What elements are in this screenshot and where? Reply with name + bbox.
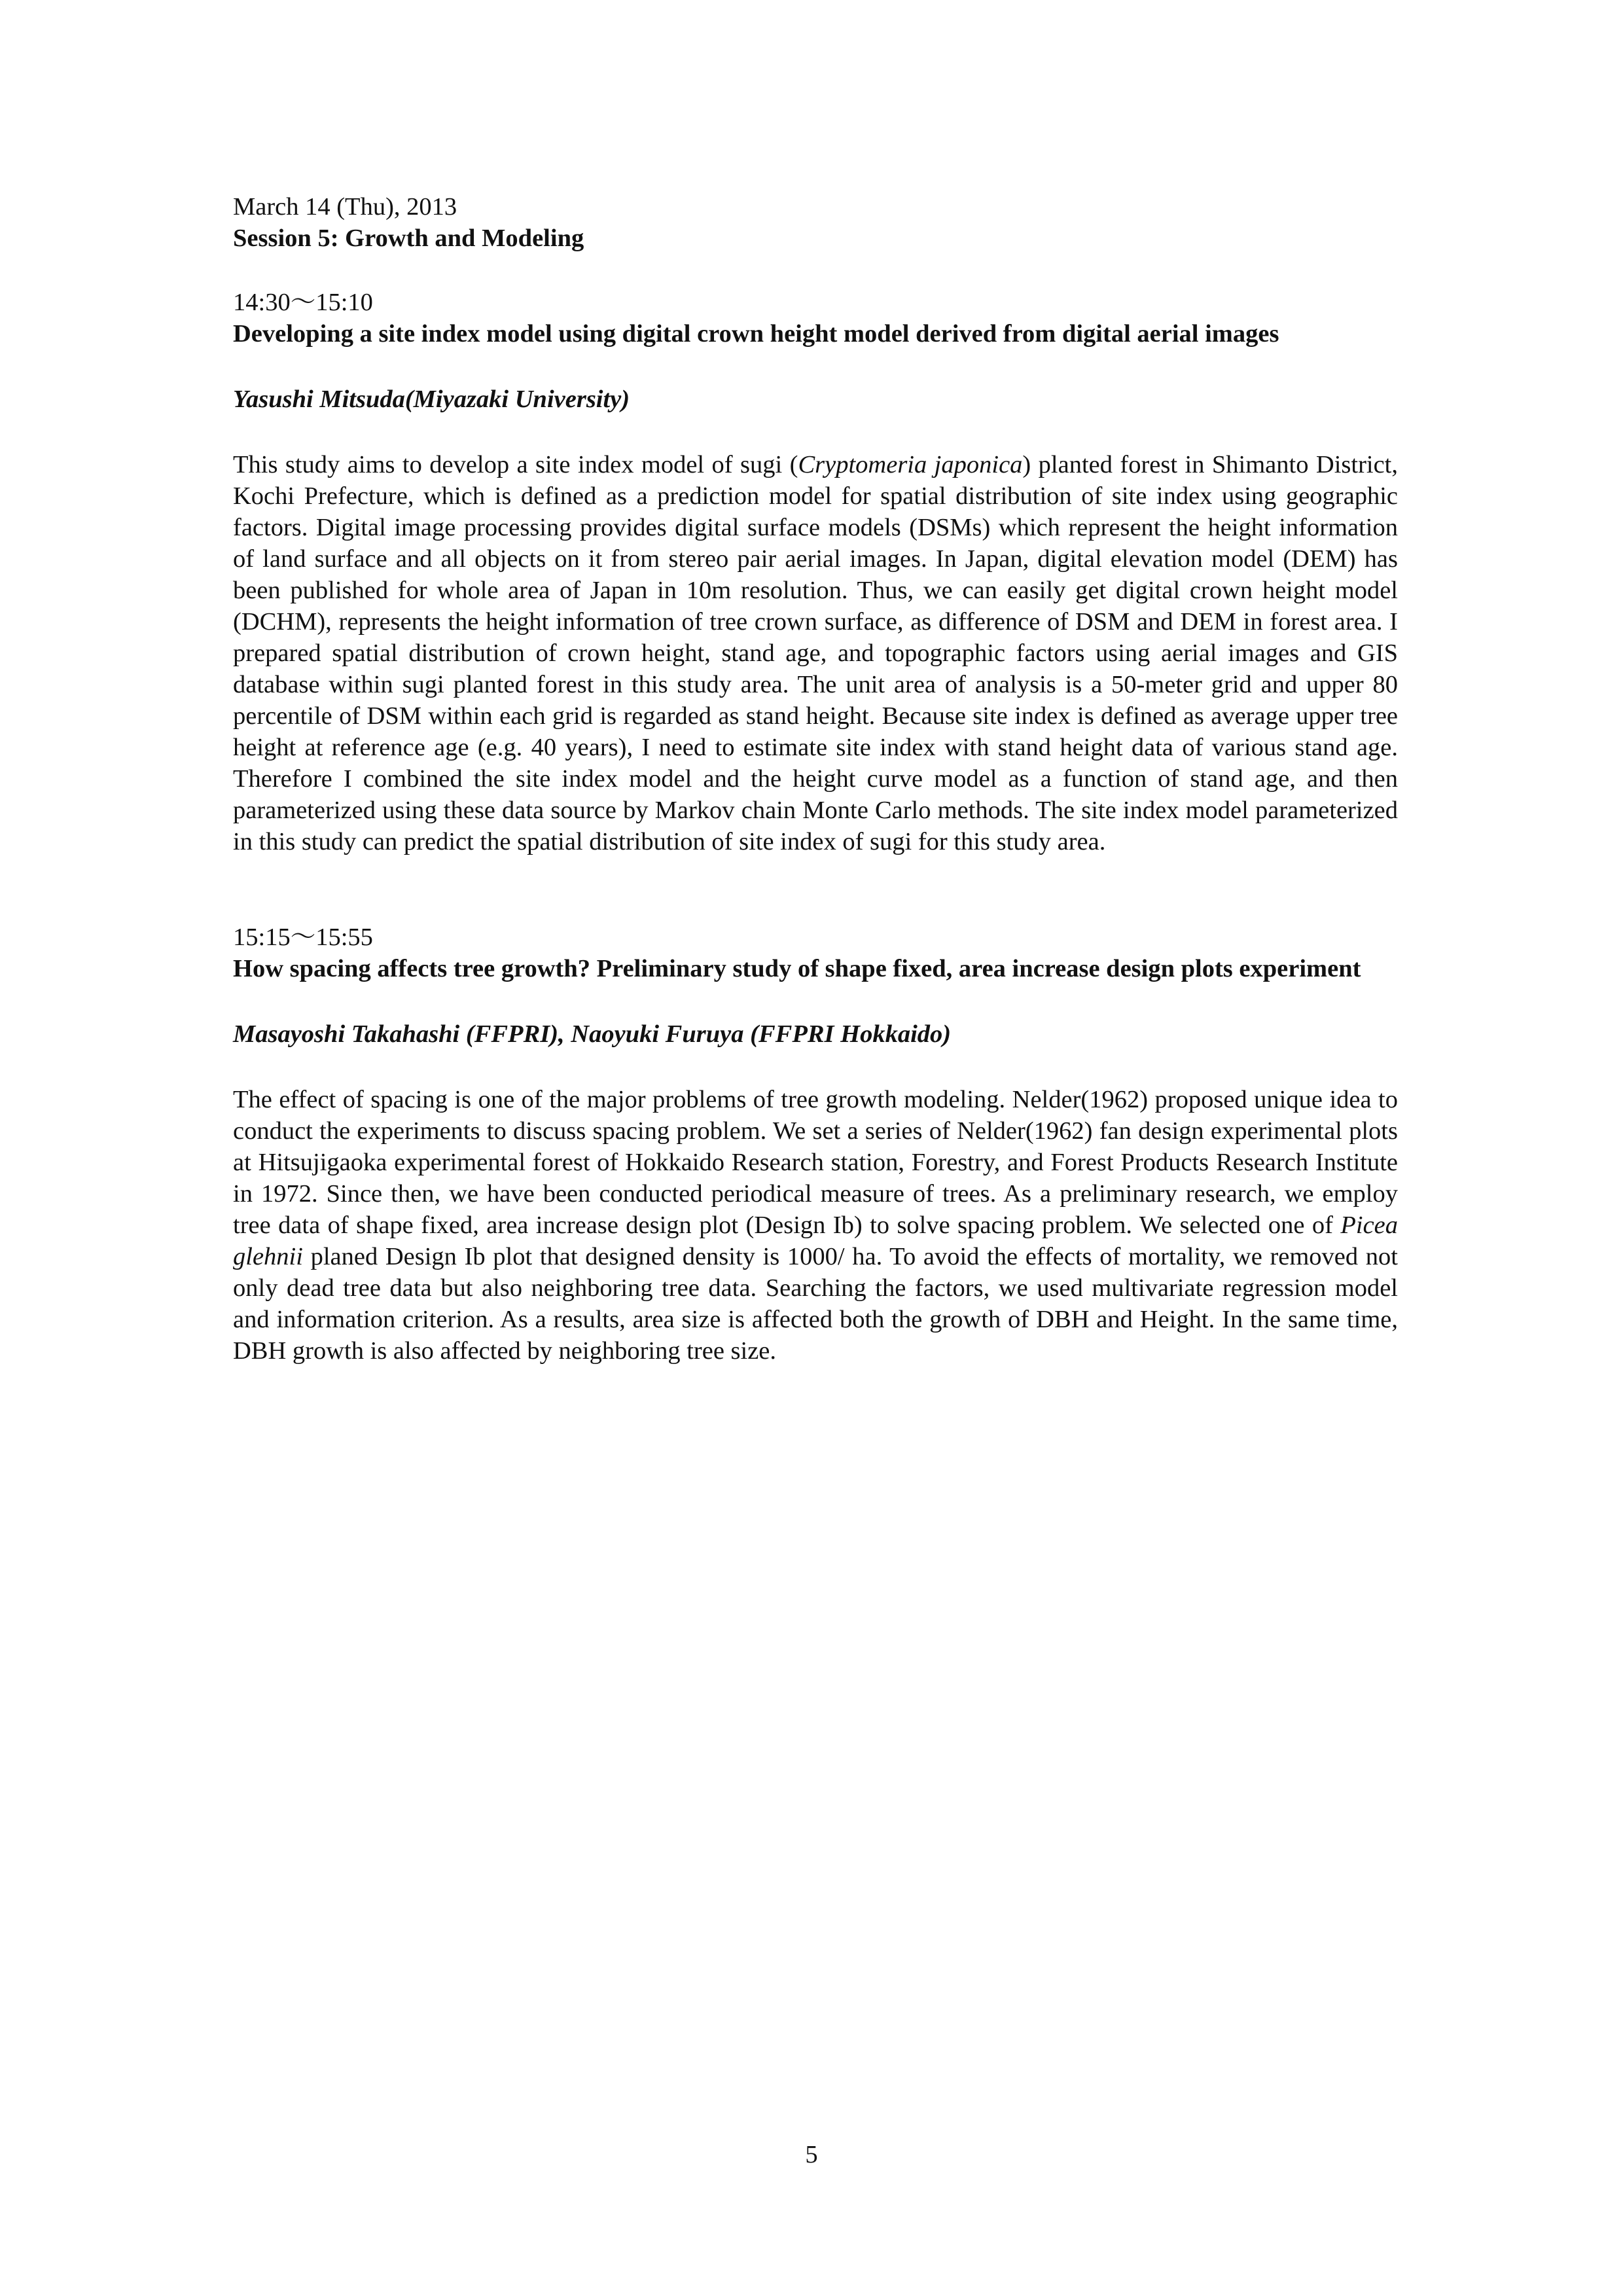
session-date: March 14 (Thu), 2013 <box>233 193 457 221</box>
talk-1 <box>233 287 1398 857</box>
species-name: Cryptomeria japonica <box>798 451 1023 478</box>
talk-2 <box>233 922 1398 1367</box>
abstract-text: planed Design Ib plot that designed density is 1000/ ha. To avoid the effects of mortality, we removed not only dead tree data but also neighboring tree data. Searching the factors, we used multivariate regression model and information criterion. As a results, area size is affected both the growth of DBH and Height. In the same time, DBH growth is also affected by neighboring tree size. <box>233 1243 1398 1365</box>
page-content <box>233 191 1398 1367</box>
talk-time: 14:30～15:10 <box>233 289 373 316</box>
abstract-text: This study aims to develop a site index model of sugi ( <box>233 451 798 478</box>
talk-title: Developing a site index model using digital crown height model derived from digital aerial images <box>233 320 1279 348</box>
abstract-text: The effect of spacing is one of the major problems of tree growth modeling. Nelder(1962) proposed unique idea to conduct the experiments to discuss spacing problem. We set a series of Nelder(1962) fan design experimental plots at Hitsujigaoka experimental forest of Hokkaido Research station, Forestry, and Forest Products Research Institute in 1972. Since then, we have been conducted periodical measure of trees. As a preliminary research, we employ tree data of shape fixed, area increase design plot (Design Ib) to solve spacing problem. We selected one of <box>233 1086 1398 1239</box>
talk-authors: Masayoshi Takahashi (FFPRI), Naoyuki Furuya (FFPRI Hokkaido) <box>233 1020 952 1048</box>
talk-abstract <box>233 449 1398 857</box>
talk-abstract <box>233 1084 1398 1367</box>
species-name: Picea glehnii <box>233 1211 1398 1270</box>
talk-time: 15:15～15:55 <box>233 924 373 951</box>
talk-authors: Yasushi Mitsuda(Miyazaki University) <box>233 386 630 413</box>
session-title: Session 5: Growth and Modeling <box>233 224 584 252</box>
abstract-text: ) planted forest in Shimanto District, Kochi Prefecture, which is defined as a prediction model for spatial distribution of site index using geographic factors. Digital image processing provides digital surface models (DSMs) which represent the height information of land surface and all objects on it from stereo pair aerial images. In Japan, digital elevation model (DEM) has been published for whole area of Japan in 10m resolution. Thus, we can easily get digital crown height model (DCHM), represents the height information of tree crown surface, as difference of DSM and DEM in forest area. I prepared spatial distribution of crown height, stand age, and topographic factors using aerial images and GIS database within sugi planted forest in this study area. The unit area of analysis is a 50-meter grid and upper 80 percentile of DSM within each grid is regarded as stand height. Because site index is defined as average upper tree height at reference age (e.g. 40 years), I need to estimate site index with stand height data of various stand age. Therefore I combined the site index model and the height curve model as a function of stand age, and then parameterized using these data source by Markov chain Monte Carlo methods. The site index model parameterized in this study can predict the spatial distribution of site index of sugi for this study area. <box>233 451 1398 855</box>
talk-title: How spacing affects tree growth? Preliminary study of shape fixed, area increase design plots experiment <box>233 955 1361 982</box>
page-number: 5 <box>805 2141 818 2168</box>
